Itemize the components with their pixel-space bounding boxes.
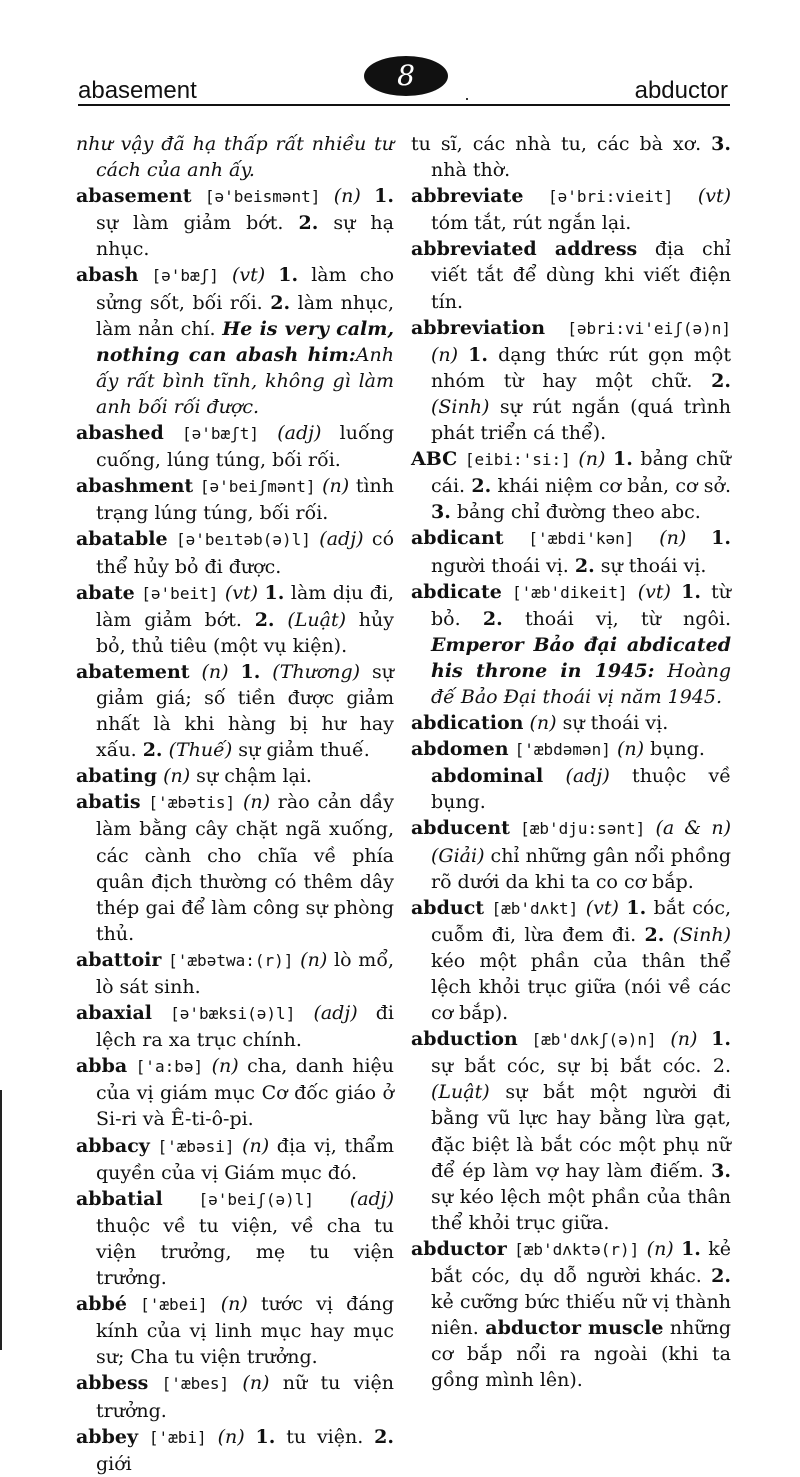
definition-text: địa vị, thẩm quyền của vị Giám mục đó. <box>96 1134 394 1184</box>
guide-word-left: abasement <box>78 77 197 104</box>
phonetic: ['æbes] <box>161 1374 230 1394</box>
dictionary-entry <box>76 1291 394 1370</box>
dictionary-entry <box>76 1053 394 1132</box>
headword: abbey <box>76 1425 139 1448</box>
phonetic: ['æb'dikeit] <box>512 582 628 602</box>
definition-text <box>219 264 232 286</box>
part-of-speech: (n) <box>300 948 328 971</box>
definition-text <box>458 344 468 366</box>
definition-text <box>152 1002 170 1024</box>
sense-number: 2. <box>644 923 665 946</box>
dictionary-entry <box>411 579 731 710</box>
phonetic: [ə'beit] <box>141 583 219 603</box>
sense-number: 3. <box>711 133 731 155</box>
page-number-badge: 8 <box>364 56 448 96</box>
headword: abduct <box>411 896 485 919</box>
definition-text <box>674 1238 681 1260</box>
phonetic: [ə'bæʃt] <box>181 424 260 444</box>
definition-text <box>639 1238 646 1260</box>
definition-text: hủy bỏ, thủ tiêu (một vụ kiện). <box>96 608 395 657</box>
dictionary-entry <box>411 236 731 314</box>
part-of-speech: (n) <box>242 1372 270 1395</box>
definition-text: tu viện. <box>275 1425 375 1448</box>
definition-text: nữ tu viện trưởng. <box>96 1372 394 1422</box>
dictionary-entry <box>76 183 394 262</box>
definition-text <box>523 185 548 207</box>
definition-text <box>127 1293 140 1315</box>
definition-text: có thể hủy bỏ đi được. <box>96 528 395 578</box>
dictionary-entry <box>76 131 394 183</box>
definition-text <box>265 264 278 286</box>
dictionary-entry <box>411 736 731 763</box>
phonetic: ['æbei] <box>140 1295 208 1315</box>
phonetic: ['æbdəmən] <box>514 740 611 760</box>
dictionary-entry <box>411 710 731 736</box>
sense-number: 1. <box>711 527 731 550</box>
definition-text <box>578 897 585 919</box>
sense-number: 1. <box>681 580 701 603</box>
definition-text <box>275 609 288 631</box>
definition-text <box>138 1426 149 1448</box>
definition-text <box>361 185 374 207</box>
sense-number: 2. <box>254 608 275 631</box>
part-of-speech: (n) <box>322 475 350 498</box>
sense-number: 2. <box>574 554 595 577</box>
dictionary-entry <box>411 446 731 525</box>
definition-text: luống cuống, lúng túng, bối rối. <box>96 422 394 472</box>
definition-text: kẻ bắt cóc, dụ dỗ người khác. <box>431 1237 731 1288</box>
definition-text <box>634 527 659 549</box>
definition-text <box>314 1188 350 1210</box>
definition-text <box>203 1055 211 1077</box>
headword: abating <box>76 765 158 788</box>
sense-number: 1. <box>613 448 633 471</box>
part-of-speech: (adj) <box>349 1187 394 1210</box>
headword: abduction <box>411 1028 518 1051</box>
headword: abbé <box>76 1293 127 1316</box>
phonetic: ['æbətwa:(r)] <box>168 950 294 970</box>
header-rule <box>78 104 730 106</box>
sense-number: 2. <box>298 212 319 235</box>
headword: abdicant <box>411 527 504 550</box>
definition-text <box>657 1028 671 1050</box>
definition-text: thuộc về tu viện, về cha tu viện trưởng, mẹ tu viện trưởng. <box>96 1214 394 1290</box>
sense-number: 2. <box>142 739 163 762</box>
phonetic: [æb'dʌktə(r)] <box>514 1239 640 1259</box>
dictionary-entry <box>76 1186 394 1291</box>
definition-text <box>457 448 465 470</box>
definition-text: sự chậm lại. <box>190 765 312 788</box>
headword: abasement <box>76 185 192 208</box>
definition-text <box>545 317 567 339</box>
headword: abbacy <box>76 1134 150 1157</box>
sense-number: 1. <box>626 896 647 919</box>
definition-text <box>208 1293 221 1315</box>
headword: abattoir <box>76 948 162 971</box>
definition-text <box>190 661 202 683</box>
dictionary-entry <box>76 659 394 763</box>
dictionary-entry <box>76 1133 394 1186</box>
part-of-speech: (Luật) <box>431 1081 490 1104</box>
phonetic: ['æbətis] <box>148 793 236 813</box>
definition-text: giới <box>96 1452 132 1475</box>
part-of-speech: (vt) <box>585 896 619 919</box>
phonetic: [ə'bæksi(ə)l] <box>170 1004 296 1024</box>
headword: abdicate <box>411 580 502 603</box>
sense-number: 3. <box>431 501 451 524</box>
dictionary-entry <box>76 763 394 789</box>
definition-text <box>697 1028 711 1050</box>
sense-number: 1. <box>240 660 261 683</box>
definition-text: cha, danh hiệu của vị giám mục Cơ đốc giáo ở Si-ri và Ê-ti-ô-pi. <box>96 1055 395 1131</box>
headword: abash <box>76 264 139 287</box>
part-of-speech: (vt) <box>232 264 266 287</box>
headword: abdomen <box>411 738 509 761</box>
definition-text <box>235 1135 243 1157</box>
definition-text <box>127 1055 135 1077</box>
phonetic: [eibi:'si:] <box>464 450 571 470</box>
definition-text: rào cản dầy làm bằng cây chặt ngã xuống, các cành cho chĩa về phía quân địch thường có thêm dây thép gai để làm công sự phòng thủ. <box>96 791 395 945</box>
definition-text: dạng thức rút gọn một nhóm từ hay một chữ. <box>431 343 731 392</box>
part-of-speech: (n) <box>646 1237 674 1260</box>
definition-text: địa chỉ viết tắt để dùng khi viết điện tín. <box>431 238 732 313</box>
part-of-speech: (n) <box>578 448 606 471</box>
headword: abductor <box>411 1237 507 1260</box>
sense-number: 1. <box>711 1028 731 1051</box>
definition-text <box>320 185 333 207</box>
definition-text: những cơ bắp nổi ra ngoài (khi ta gồng mình lên). <box>431 1317 732 1392</box>
part-of-speech: (Sinh) <box>672 923 732 946</box>
part-of-speech: (n) <box>659 527 687 550</box>
definition-text: người thoái vị. <box>431 554 575 577</box>
headword: abba <box>76 1055 128 1078</box>
part-of-speech: (n) <box>431 343 459 366</box>
part-of-speech: (adj) <box>319 528 364 551</box>
dictionary-entry <box>76 1370 394 1423</box>
definition-text <box>686 527 711 549</box>
definition-text: đi lệch ra xa trục chính. <box>96 1002 394 1052</box>
dictionary-entry <box>411 525 731 578</box>
dictionary-entry <box>411 131 731 183</box>
definition-text: sự bắt một người đi bằng vũ lực hay bằng lừa gạt, đặc biệt là bắt cóc một phụ nữ để ép làm vợ hay làm điếm. <box>431 1081 731 1182</box>
sense-number: 1. <box>374 185 395 208</box>
part-of-speech: (vt) <box>224 581 259 604</box>
translation: Hoàng đế Bảo Đại thoái vị năm 1945. <box>431 659 731 708</box>
dictionary-entry <box>411 1236 731 1394</box>
part-of-speech: (Thuế) <box>168 739 233 762</box>
definition-text: thoái vị, từ ngôi. <box>502 607 731 630</box>
definition-text <box>543 765 565 787</box>
definition-text: sự kéo lệch một phần của thân thể khỏi trục giữa. <box>431 1185 731 1234</box>
definition-text <box>484 897 491 919</box>
definition-text: sự bắt cóc, sự bị bắt cóc. 2. <box>431 1055 731 1078</box>
sub-headword: abdominal <box>431 765 544 788</box>
definition-text <box>163 1188 199 1210</box>
definition-text: từ bỏ. <box>431 580 731 630</box>
dictionary-entry <box>76 1000 394 1053</box>
headword: abbreviated address <box>411 238 638 261</box>
part-of-speech: (vt) <box>697 185 732 208</box>
example-sentence: He is very calm, nothing can abash him: <box>96 317 394 366</box>
dictionary-entry <box>76 262 394 420</box>
part-of-speech: (n) <box>333 185 361 208</box>
headword: abbatial <box>76 1187 163 1210</box>
sense-number: 3. <box>711 1159 731 1182</box>
headword: abatable <box>76 528 168 551</box>
part-of-speech: (Thương) <box>272 660 361 683</box>
definition-text: chỉ những gân nổi phồng rõ dưới da khi ta co cơ bắp. <box>431 844 731 893</box>
part-of-speech: (n) <box>242 1134 270 1157</box>
definition-text <box>245 1426 256 1448</box>
definition-text <box>148 1372 161 1394</box>
definition-text: kẻ cưỡng bức thiếu nữ vị thành niên. <box>431 1291 731 1340</box>
sense-number: 2. <box>270 291 291 314</box>
translation: Anh ấy rất bình tĩnh, không gì làm anh bối rối được. <box>96 343 394 418</box>
definition-text: lò mổ, lò sát sinh. <box>96 948 394 998</box>
definition-text <box>229 1372 242 1394</box>
part-of-speech: (n) <box>670 1028 698 1051</box>
headword: abbreviate <box>411 185 524 208</box>
definition-text: tước vị đáng kính của vị linh mục hay mục sư; Cha tu viện trưởng. <box>96 1293 394 1369</box>
definition-text: làm dịu đi, làm giảm bớt. <box>96 581 395 631</box>
headword: abashed <box>76 422 164 445</box>
page-header <box>0 0 800 108</box>
sense-number: 2. <box>374 1425 394 1448</box>
part-of-speech: (Sinh) <box>431 395 490 418</box>
dictionary-entry <box>76 1424 394 1477</box>
definition-text <box>295 1002 313 1024</box>
sense-number: 1. <box>681 1237 701 1260</box>
sense-number: 1. <box>468 343 488 366</box>
definition-text <box>671 581 681 603</box>
headword: abate <box>76 581 135 604</box>
definition-text <box>518 1028 532 1050</box>
headword: ABC <box>411 448 458 471</box>
dictionary-entry <box>76 473 394 526</box>
header-dot <box>466 98 468 100</box>
definition-text: tu sĩ, các nhà tu, các bà xơ. <box>411 133 712 155</box>
dictionary-entry <box>76 580 394 659</box>
phonetic: [ə'beıtəb(ə)l] <box>176 530 311 550</box>
part-of-speech: (n) <box>529 712 557 735</box>
definition-text <box>259 422 277 444</box>
phonetic: [əbri:vi'eiʃ(ə)n] <box>567 318 731 338</box>
definition-text: làm cho sửng sốt, bối rối. <box>96 264 395 314</box>
sense-number: 2. <box>711 1265 731 1288</box>
headword: abashment <box>76 475 194 498</box>
definition-text: khái niệm cơ bản, cơ sở. <box>491 475 732 498</box>
sense-number: 1. <box>264 581 285 604</box>
dictionary-entry <box>76 789 394 947</box>
definition-text: bảng chữ cái. <box>431 448 731 498</box>
phonetic: [æb'dju:sənt] <box>520 819 646 839</box>
part-of-speech: (n) <box>211 1055 239 1078</box>
definition-text: bụng. <box>644 738 705 761</box>
definition-text <box>207 1426 218 1448</box>
headword: abbreviation <box>411 316 546 339</box>
definition-text: sự giảm thuế. <box>232 739 370 762</box>
definition-text: sự làm giảm bớt. <box>96 212 299 235</box>
part-of-speech: (adj) <box>277 422 322 445</box>
phonetic: ['æbdi'kən] <box>528 529 635 549</box>
part-of-speech: (vt) <box>637 580 671 603</box>
definition-text <box>628 581 638 603</box>
definition-text: sự thoái vị. <box>556 712 669 735</box>
definition-text <box>673 185 698 207</box>
definition-text <box>504 527 529 549</box>
headword: abdication <box>411 712 524 735</box>
definition-text: bắt cóc, cuỗm đi, lừa đem đi. <box>431 896 732 946</box>
headword: abatement <box>76 660 190 683</box>
phonetic: [ə'bæʃ] <box>151 266 219 286</box>
part-of-speech: (n) <box>201 660 229 683</box>
definition-text <box>645 817 655 839</box>
definition-text: kéo một phần của thân thể lệch khỏi trục giữa (nói về các cơ bắp). <box>431 949 731 1025</box>
sense-number: 2. <box>711 369 731 392</box>
definition-text <box>260 661 272 683</box>
definition-text: làm nhục, làm nản chí. <box>96 291 394 340</box>
definition-text <box>191 185 204 207</box>
definition-text: tình trạng lúng túng, bối rối. <box>96 475 395 525</box>
phonetic: [ə'beiʃ(ə)l] <box>198 1189 315 1209</box>
definition-text: nhà thờ. <box>431 159 511 182</box>
phonetic: [æb'dʌkʃ(ə)n] <box>531 1030 657 1050</box>
definition-text <box>502 581 512 603</box>
part-of-speech: (a & n) (Giải) <box>431 817 731 867</box>
part-of-speech: (n) <box>242 791 270 814</box>
phonetic: ['a:bə] <box>135 1057 204 1077</box>
definition-text <box>605 448 613 470</box>
definition-text <box>168 528 176 550</box>
phonetic: [ə'bri:vieit] <box>548 187 674 207</box>
definition-text: thuộc về bụng. <box>431 765 731 814</box>
definition-text: tóm tắt, rút ngắn lại. <box>431 212 632 235</box>
headword: abbess <box>76 1372 149 1395</box>
sub-headword: abductor muscle <box>485 1317 664 1340</box>
definition-text: sự giảm giá; số tiền được giảm nhất là khi hàng bị hư hay xấu. <box>96 660 395 762</box>
phonetic: ['æbi] <box>148 1427 207 1447</box>
definition-text <box>664 924 672 946</box>
sense-number: 1. <box>278 264 299 287</box>
definition-text: sự rút ngắn (quá trình phát triển cá thể). <box>431 395 731 445</box>
part-of-speech: (adj) <box>565 765 610 788</box>
dictionary-entry <box>76 420 394 473</box>
definition-text <box>507 1238 514 1260</box>
part-of-speech: (n) <box>217 1425 245 1448</box>
dictionary-entry <box>411 315 731 446</box>
dictionary-entry <box>411 1026 731 1236</box>
phonetic: [ə'beiʃmənt] <box>199 477 316 497</box>
definition-text: bảng chỉ đường theo abc. <box>450 501 701 524</box>
definition-text: sự hạ nhục. <box>96 212 394 261</box>
sense-number: 2. <box>482 607 503 630</box>
dictionary-entry <box>76 947 394 1000</box>
headword: abaxial <box>76 1002 152 1025</box>
part-of-speech: (adj) <box>313 1002 358 1025</box>
headword: abducent <box>411 817 510 840</box>
part-of-speech: (n) <box>220 1293 248 1316</box>
part-of-speech: (Luật) <box>287 608 346 631</box>
definition-text <box>164 422 182 444</box>
translation: như vậy đã hạ thấp rất nhiều tư cách của anh ấy. <box>76 133 394 182</box>
definition-text <box>138 264 151 286</box>
dictionary-entry <box>411 183 731 236</box>
phonetic: ['æbəsi] <box>157 1136 235 1156</box>
sense-number: 1. <box>255 1425 276 1448</box>
right-column <box>411 131 731 1394</box>
phonetic: [ə'beismənt] <box>204 187 321 207</box>
left-column <box>76 131 394 1477</box>
part-of-speech: (n) <box>163 765 191 788</box>
dictionary-entry <box>411 815 731 894</box>
definition-text <box>235 791 243 813</box>
example-sentence: Emperor Bảo đại abdicated his throne in 1945: <box>431 633 731 682</box>
dictionary-entry <box>76 526 394 579</box>
definition-text <box>229 661 241 683</box>
margin-scan-line <box>0 1090 2 1350</box>
part-of-speech: (n) <box>616 738 645 761</box>
definition-text: sự thoái vị. <box>594 554 707 577</box>
phonetic: [æb'dʌkt] <box>491 898 579 918</box>
guide-word-right: abductor <box>634 77 728 104</box>
definition-text <box>510 817 520 839</box>
dictionary-entry <box>411 895 731 1026</box>
dictionary-entry <box>411 763 731 815</box>
definition-text <box>193 475 200 497</box>
sense-number: 2. <box>471 475 492 498</box>
headword: abatis <box>76 791 141 814</box>
